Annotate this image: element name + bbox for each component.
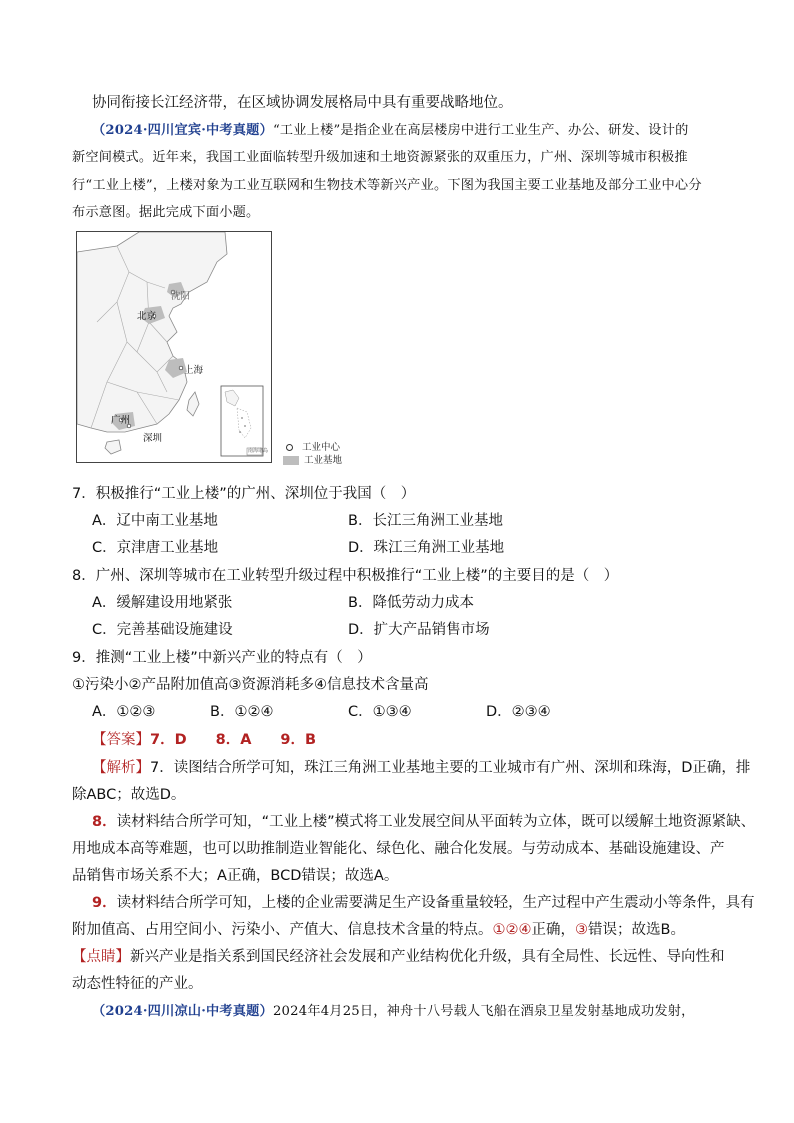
analysis-line-1 [92,758,750,778]
city-label-beijing: 北京 [137,311,157,322]
mainland-outline [77,232,227,432]
circle-icon [286,444,293,451]
dianjing-text-1: 新兴产业是指关系到国民经济社会发展和产业结构优化升级，具有全局性、长远性、导向性和 [130,949,725,965]
analysis-q9-number: 9． [92,895,117,911]
q9-option-b: B．①②④ [210,704,274,720]
q9-option-a: A．①②③ [92,704,156,720]
intro-line: 协同衔接长江经济带，在区域协调发展格局中具有重要战略地位。 [92,95,513,111]
shanghai-marker [179,366,183,370]
q9-option-c: C．①③④ [348,704,412,720]
analysis-tag: 【解析】 [92,760,150,776]
analysis-q9-text-2e: 错误；故选B。 [588,922,685,938]
taiwan-island [187,392,199,416]
material-text-1: “工业上楼”是指企业在高层楼房中进行工业生产、办公、研发、设计的 [272,123,689,138]
analysis-q9-text-1: 读材料结合所学可知，上楼的企业需要满足生产设备重量较轻，生产过程中产生震动小等条件，具有 [116,895,755,911]
q8-option-b: B．降低劳动力成本 [348,595,474,611]
city-label-shanghai: 上海 [184,365,204,376]
q8-option-c: C．完善基础设施建设 [92,622,233,638]
analysis-q9-wrong-item: ③ [575,922,588,938]
q9-option-d: D．②③④ [486,704,551,720]
analysis-q8-text-1: 读材料结合所学可知，“工业上楼”模式将工业发展空间从平面转为立体，既可以缓解土地资源紧缺、 [116,814,756,830]
legend-industrial-center [283,441,342,454]
dianjing-text-2: 动态性特征的产业。 [72,976,203,992]
city-label-shenzhen: 深圳 [143,433,163,444]
answer-line [92,730,316,750]
next-question-text: 2024年4月25日，神舟十八号载人飞船在酒泉卫星发射基地成功发射， [272,1004,695,1019]
answer-tag: 【答案】 [92,732,150,748]
legend-industrial-base [283,454,342,467]
dianjing-line-1 [72,947,725,967]
q7-option-b: B．长江三角洲工业基地 [348,513,503,529]
legend-base-label: 工业基地 [304,455,343,466]
analysis-q7-text-1: 7．读图结合所学可知，珠江三角洲工业基地主要的工业城市有广州、深圳和珠海，D正确，排 [150,760,751,776]
next-question-source: （2024·四川凉山·中考真题） [92,1004,273,1019]
q8-option-d: D．扩大产品销售市场 [348,622,490,638]
next-question-line [92,1002,695,1022]
dianjing-tag: 【点睛】 [72,949,130,965]
map-legend [283,441,342,467]
material-line-3: 行“工业上楼”，上楼对象为工业互联网和生物技术等新兴产业。下图为我国主要工业基地及部分工业中心分 [72,178,702,193]
map-graphic [77,232,271,462]
material-line-2: 新空间模式。近年来，我国工业面临转型升级加速和土地资源紧张的双重压力，广州、深圳等城市积极推 [72,150,688,165]
china-industrial-base-map [76,231,272,463]
material-line-1 [92,121,688,141]
question-source: （2024·四川宜宾·中考真题） [92,123,273,138]
q7-stem: 7．积极推行“工业上楼”的广州、深圳位于我国（ ） [72,486,416,502]
material-line-4: 布示意图。据此完成下面小题。 [72,205,260,220]
q7-option-c: C．京津唐工业基地 [92,540,219,556]
analysis-q8-text-2: 用地成本高等难题，也可以助推制造业智能化、绿色化、融合化发展。与劳动成本、基础设施建设、产 [72,841,725,857]
analysis-q9-text-2a: 附加值高、占用空间小、污染小、产值大、信息技术含量的特点。 [72,922,493,938]
analysis-q8-number: 8． [92,814,117,830]
analysis-q8-text-3: 品销售市场关系不大；A正确，BCD错误；故选A。 [72,868,399,884]
city-label-guangzhou: 广州 [111,415,131,426]
hainan-island [105,440,121,454]
q7-option-a: A．辽中南工业基地 [92,513,218,529]
q9-items: ①污染小②产品附加值高③资源消耗多④信息技术含量高 [72,677,429,693]
gray-box-icon [283,456,299,465]
q8-option-a: A．缓解建设用地紧张 [92,595,233,611]
analysis-q9-text-2c: 正确， [531,922,575,938]
analysis-q8-line-1 [92,812,755,832]
q8-stem: 8．广州、深圳等城市在工业转型升级过程中积极推行“工业上楼”的主要目的是（ ） [72,568,619,584]
q9-stem: 9．推测“工业上楼”中新兴产业的特点有（ ） [72,650,372,666]
analysis-q9-line-1 [92,893,755,913]
analysis-q9-line-2 [72,920,685,940]
analysis-q9-correct-items: ①②④ [492,922,532,938]
legend-center-label: 工业中心 [302,442,341,453]
city-label-shenyang: 沈阳 [171,291,191,302]
inset-label: 南海诸岛 [248,448,269,454]
q7-option-d: D．珠江三角洲工业基地 [348,540,505,556]
answer-text: 7．D 8．A 9．B [150,732,317,748]
analysis-q7-text-2: 除ABC；故选D。 [72,787,186,803]
